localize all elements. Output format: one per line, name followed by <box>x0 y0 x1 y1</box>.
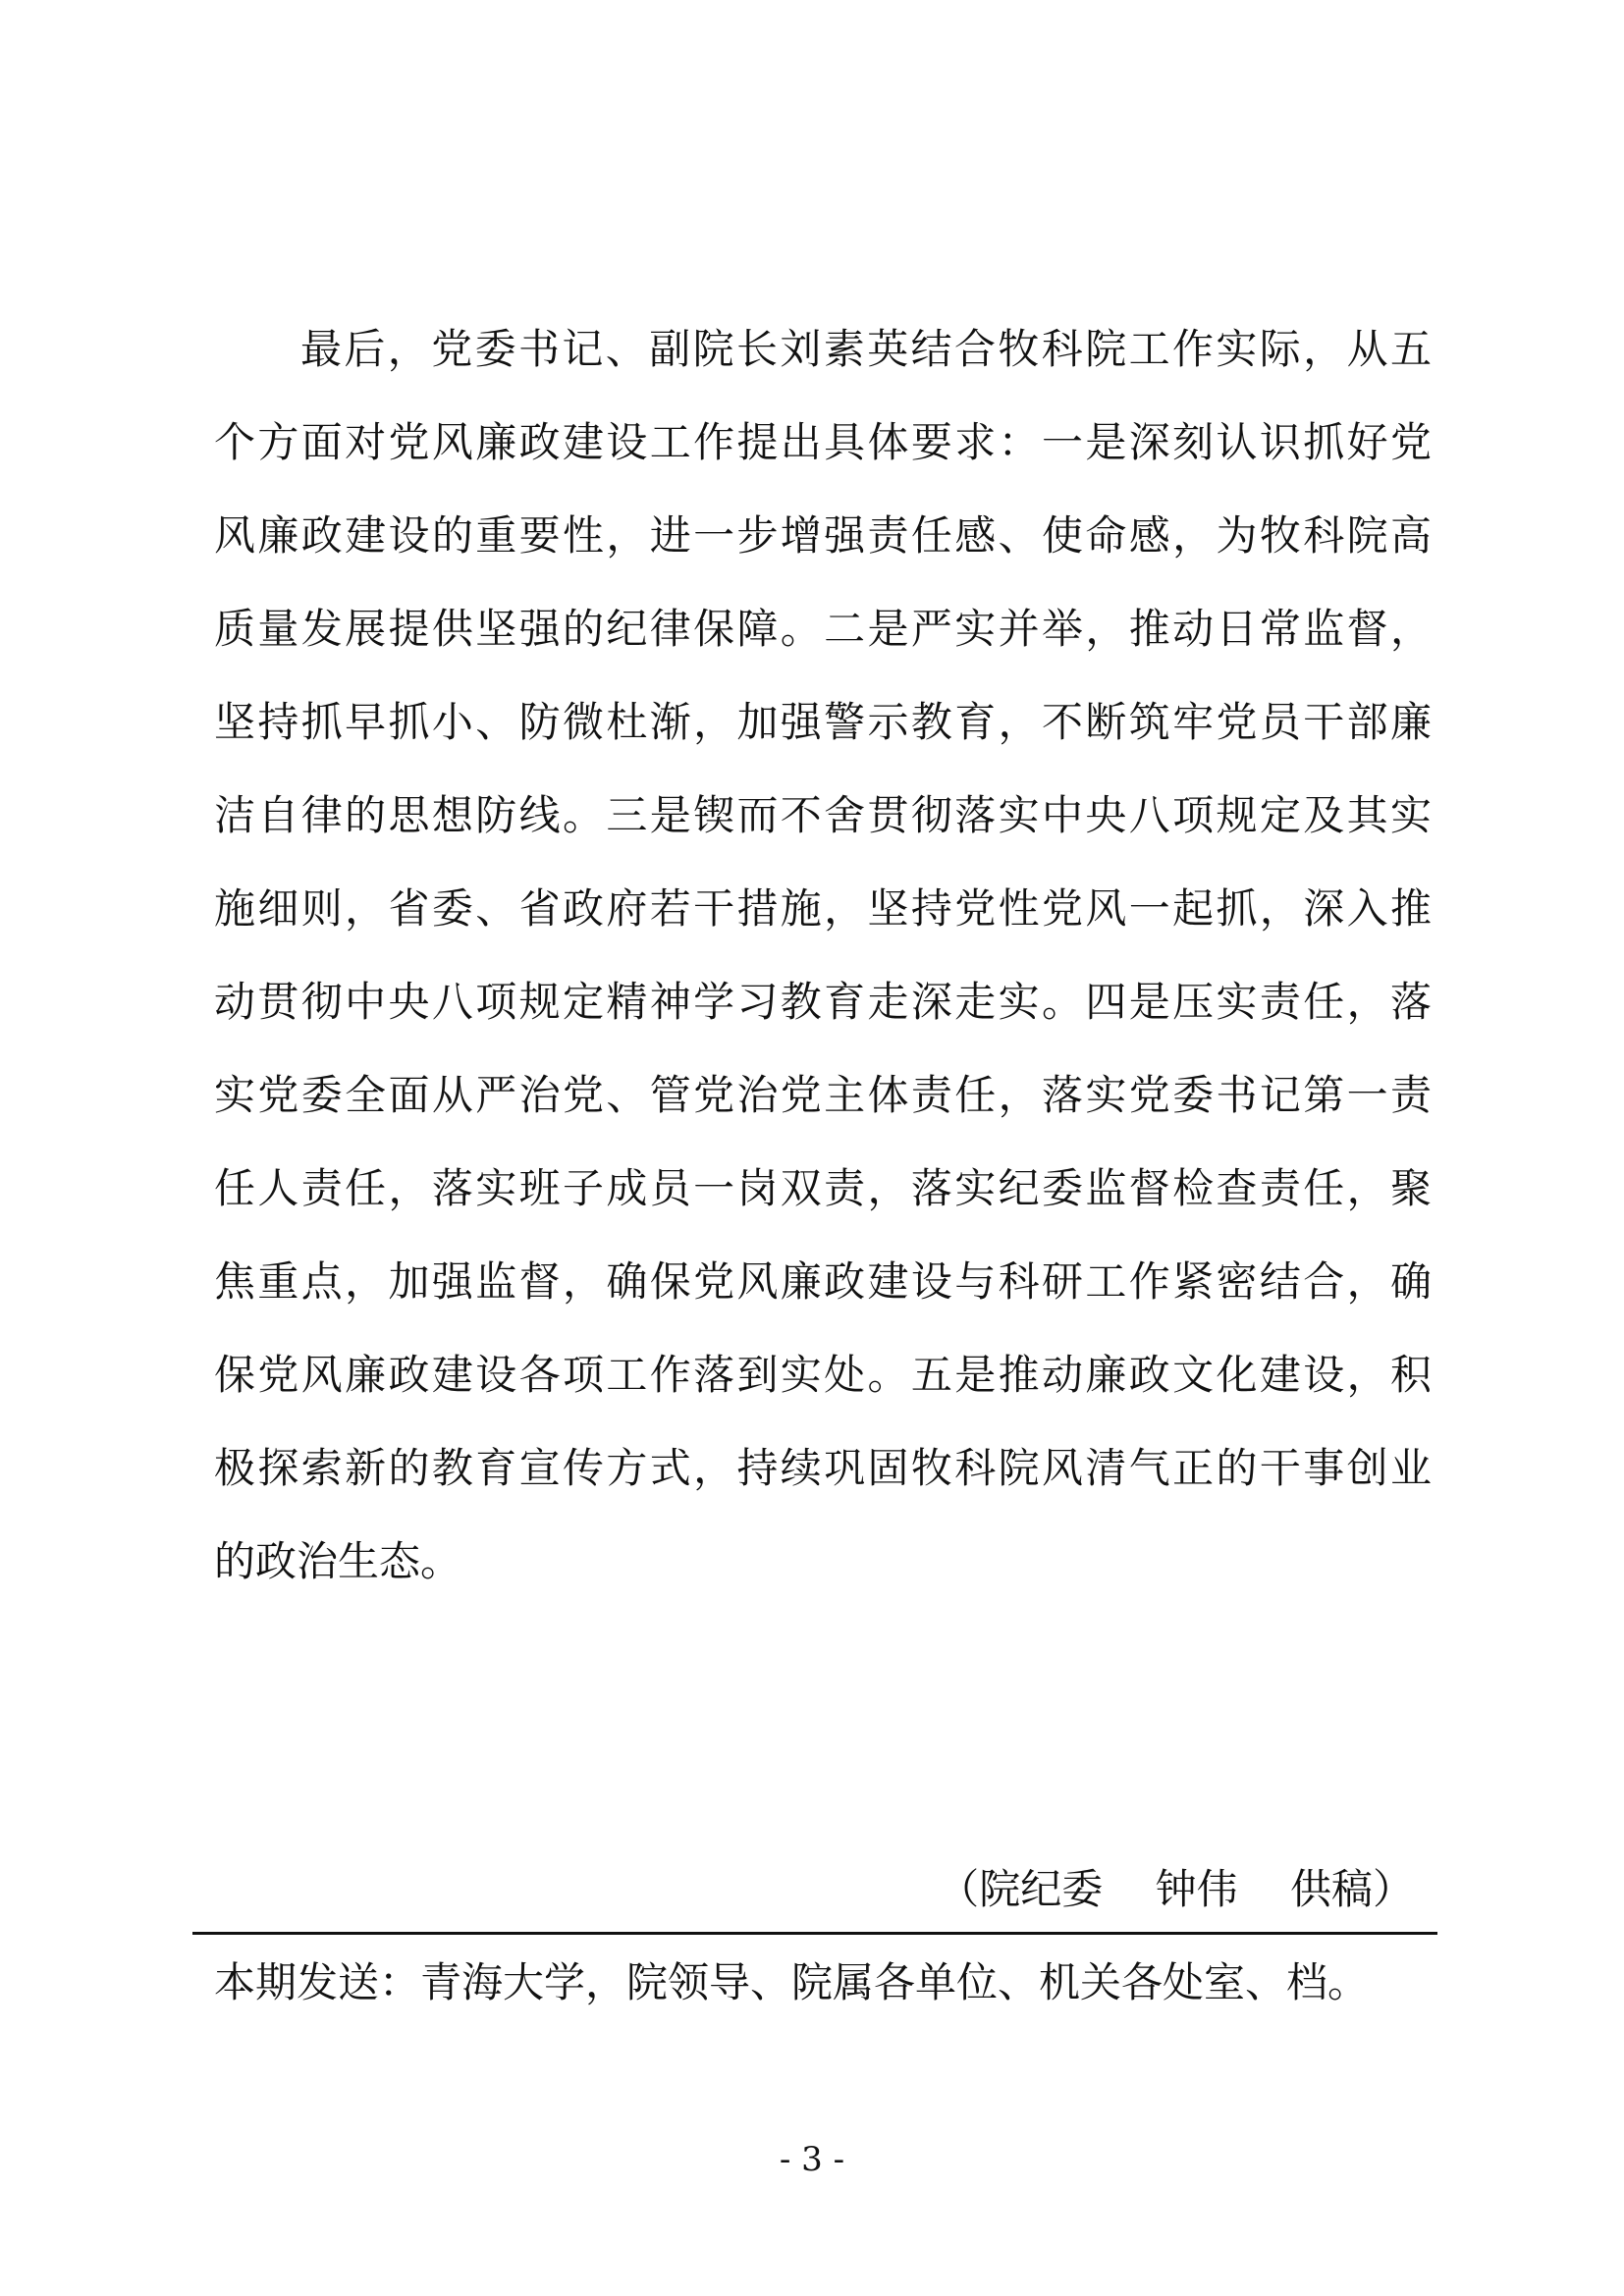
page-number: - 3 - <box>779 2140 845 2179</box>
paragraph-line: 施细则，省委、省政府若干措施，坚持党性党风一起抓，深入推 <box>214 884 1432 933</box>
divider-line <box>192 1932 1437 1935</box>
paragraph-line: 洁自律的思想防线。三是锲而不舍贯彻落实中央八项规定及其实 <box>214 791 1432 839</box>
paragraph-line: 个方面对党风廉政建设工作提出具体要求：一是深刻认识抓好党 <box>214 418 1432 466</box>
source-credit: （院纪委 钟伟 供稿） <box>938 1865 1414 1913</box>
paragraph-line: 保党风廉政建设各项工作落到实处。五是推动廉政文化建设，积 <box>214 1351 1432 1399</box>
paragraph-line: 质量发展提供坚强的纪律保障。二是严实并举，推动日常监督， <box>214 605 1432 653</box>
paragraph-line: 风廉政建设的重要性，进一步增强责任感、使命感，为牧科院高 <box>214 511 1432 560</box>
paragraph-line: 焦重点，加强监督，确保党风廉政建设与科研工作紧密结合，确 <box>214 1257 1432 1306</box>
paragraph-line: 极探索新的教育宣传方式，持续巩固牧科院风清气正的干事创业 <box>214 1444 1432 1492</box>
distribution-list: 本期发送：青海大学，院领导、院属各单位、机关各处室、档。 <box>214 1958 1370 2006</box>
paragraph-line: 任人责任，落实班子成员一岗双责，落实纪委监督检查责任，聚 <box>214 1164 1432 1212</box>
paragraph-line: 坚持抓早抓小、防微杜渐，加强警示教育，不断筑牢党员干部廉 <box>214 698 1432 746</box>
paragraph-line: 实党委全面从严治党、管党治党主体责任，落实党委书记第一责 <box>214 1071 1432 1119</box>
paragraph-line: 最后，党委书记、副院长刘素英结合牧科院工作实际，从五 <box>300 325 1432 373</box>
body-paragraph <box>214 302 1432 1608</box>
paragraph-line: 的政治生态。 <box>214 1537 462 1585</box>
paragraph-line: 动贯彻中央八项规定精神学习教育走深走实。四是压实责任，落 <box>214 978 1432 1026</box>
